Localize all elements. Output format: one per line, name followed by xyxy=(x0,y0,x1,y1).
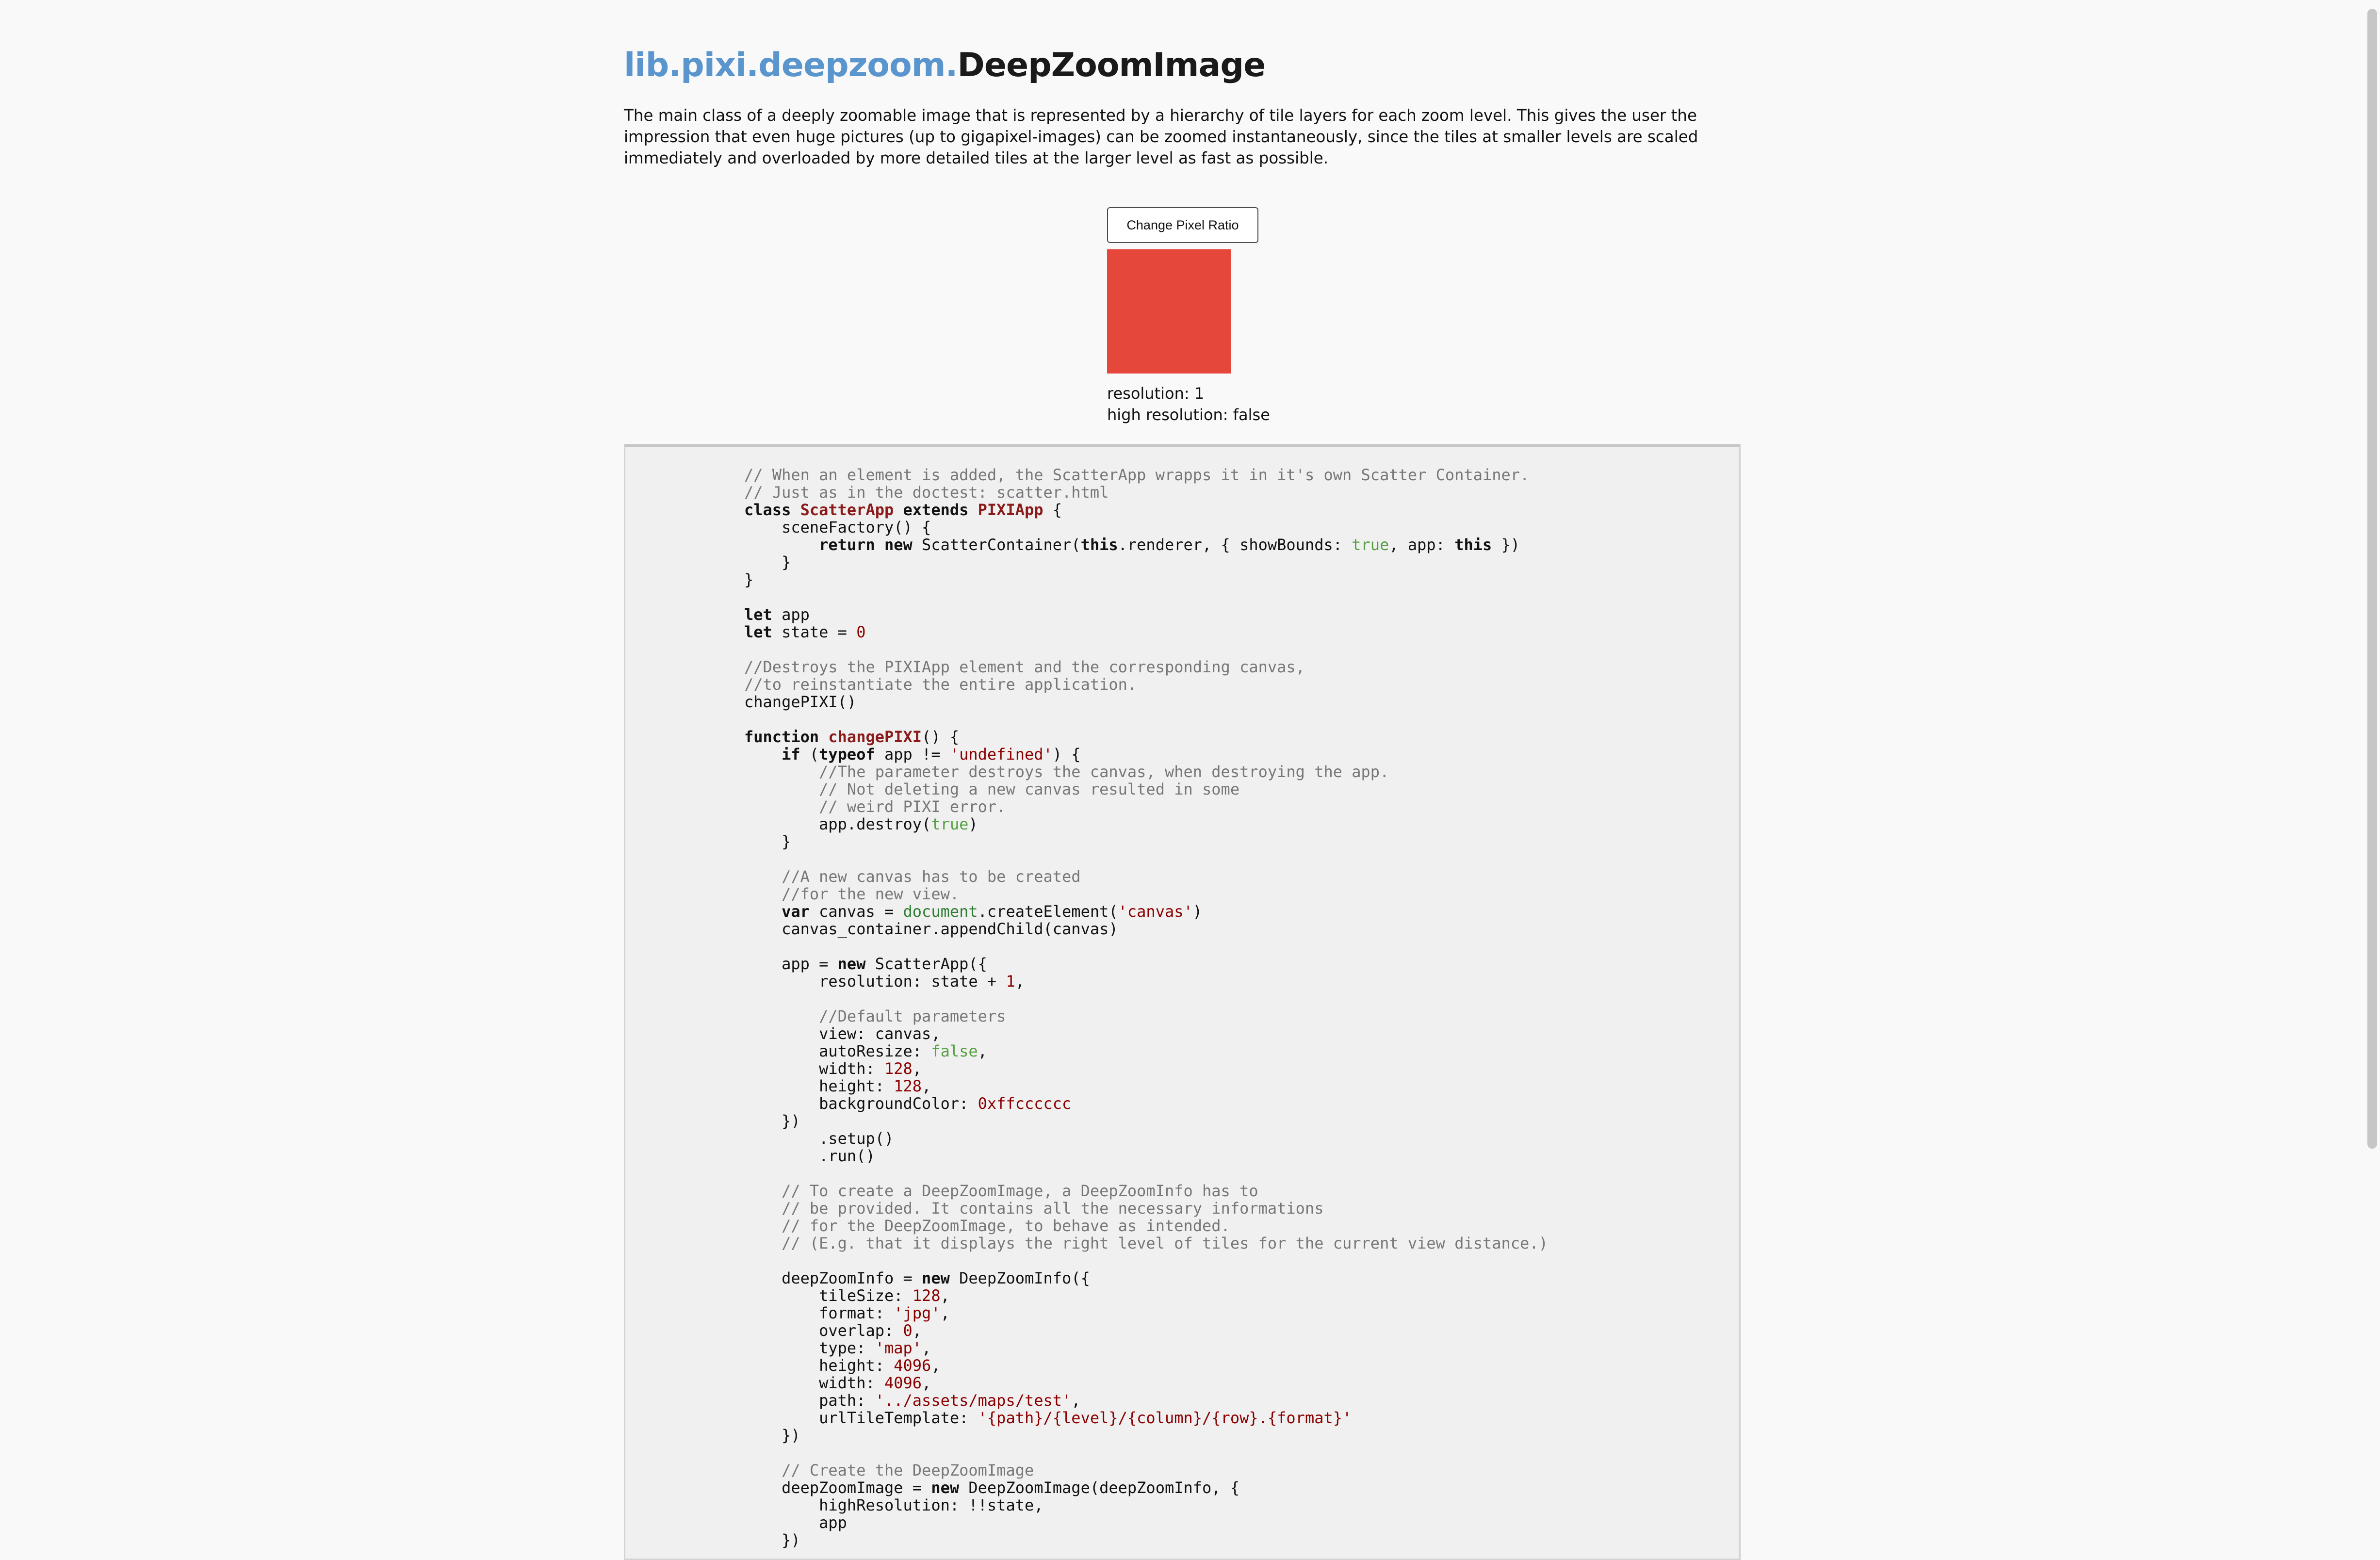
code-token: changePIXI() xyxy=(744,693,857,711)
code-token: }) xyxy=(744,1112,800,1130)
code-token: .setup() xyxy=(744,1129,894,1148)
code-token xyxy=(744,797,819,816)
code-line xyxy=(744,973,1548,990)
code-line xyxy=(744,938,1548,955)
code-line xyxy=(744,1496,1548,1514)
code-token: 'undefined' xyxy=(949,745,1053,764)
code-token: app xyxy=(772,605,810,624)
code-token: // (E.g. that it displays the right level of tiles for the current view distance.) xyxy=(782,1234,1548,1252)
code-token: .renderer, { showBounds: xyxy=(1118,536,1352,554)
code-token: width: xyxy=(744,1374,884,1392)
code-line xyxy=(744,536,1548,553)
code-token: , xyxy=(940,1304,950,1322)
code-token: , xyxy=(922,1339,931,1357)
code-token: 0xffcccccc xyxy=(978,1094,1072,1113)
code-token: ScatterContainer( xyxy=(912,536,1081,554)
code-token: // When an element is added, the ScatterApp wrapps it in it's own Scatter Container. xyxy=(744,466,1530,484)
code-line xyxy=(744,990,1548,1008)
code-token: this xyxy=(1454,536,1492,554)
code-token: () { xyxy=(922,728,960,746)
code-token: 0 xyxy=(903,1321,913,1340)
code-token: , xyxy=(1071,1391,1081,1410)
code-line xyxy=(744,1374,1548,1392)
code-line xyxy=(744,1130,1548,1147)
code-line xyxy=(744,746,1548,763)
code-token: if xyxy=(782,745,800,764)
code-token: 'map' xyxy=(875,1339,922,1357)
code-line xyxy=(744,1042,1548,1060)
code-token: DeepZoomInfo({ xyxy=(949,1269,1090,1287)
code-token: ) xyxy=(1192,902,1203,921)
code-token: true xyxy=(931,815,969,833)
code-line xyxy=(744,1531,1548,1549)
code-token: canvas = xyxy=(809,902,903,921)
code-token: overlap: xyxy=(744,1321,903,1340)
code-token: // Not deleting a new canvas resulted in some xyxy=(819,780,1240,798)
code-line xyxy=(744,1322,1548,1339)
code-token: 'jpg' xyxy=(894,1304,941,1322)
code-token: // Just as in the doctest: scatter.html xyxy=(744,483,1109,502)
code-token: highResolution: !!state, xyxy=(744,1496,1043,1514)
code-token xyxy=(744,536,819,554)
code-token: , xyxy=(931,1356,941,1375)
code-token: view: canvas, xyxy=(744,1024,941,1043)
code-token: // for the DeepZoomImage, to behave as intended. xyxy=(782,1217,1230,1235)
code-token: app.destroy( xyxy=(744,815,931,833)
code-token: typeof xyxy=(819,745,875,764)
code-line xyxy=(744,1287,1548,1304)
code-token: backgroundColor: xyxy=(744,1094,978,1113)
code-token: sceneFactory() { xyxy=(744,518,931,536)
code-token: document xyxy=(903,902,978,921)
code-token xyxy=(744,1217,782,1235)
code-token: // weird PIXI error. xyxy=(819,797,1006,816)
code-token: var xyxy=(782,902,810,921)
code-token: }) xyxy=(744,1426,800,1445)
code-token: this xyxy=(1080,536,1118,554)
code-token: '{path}/{level}/{column}/{row}.{format}' xyxy=(978,1409,1352,1427)
code-token: extends xyxy=(894,501,978,519)
code-token: //A new canvas has to be created xyxy=(782,867,1081,886)
scrollbar-thumb[interactable] xyxy=(2367,9,2377,1149)
code-line xyxy=(744,1060,1548,1077)
code-token: { xyxy=(1043,501,1062,519)
code-token: , app: xyxy=(1389,536,1455,554)
code-line xyxy=(744,1462,1548,1479)
code-line xyxy=(744,1444,1548,1462)
code-token: return new xyxy=(819,536,913,554)
code-line xyxy=(744,1479,1548,1496)
code-token: 4096 xyxy=(884,1374,922,1392)
code-token xyxy=(744,1199,782,1218)
code-token: app != xyxy=(875,745,950,764)
code-token: 128 xyxy=(884,1059,913,1078)
code-token: , xyxy=(912,1059,922,1078)
code-token: false xyxy=(931,1042,978,1060)
code-token: // Create the DeepZoomImage xyxy=(782,1461,1034,1479)
code-line xyxy=(744,885,1548,903)
code-line xyxy=(744,1392,1548,1409)
code-token: }) xyxy=(744,1531,800,1549)
code-line xyxy=(744,798,1548,815)
code-line xyxy=(744,711,1548,728)
code-line xyxy=(744,641,1548,658)
code-line xyxy=(744,1339,1548,1357)
code-token xyxy=(744,780,819,798)
code-token: app xyxy=(744,1513,847,1532)
code-line xyxy=(744,1008,1548,1025)
code-line xyxy=(744,588,1548,606)
code-token: autoResize: xyxy=(744,1042,931,1060)
code-line xyxy=(744,1217,1548,1235)
code-line xyxy=(744,1514,1548,1531)
code-token: ( xyxy=(800,745,819,764)
code-line xyxy=(744,728,1548,746)
code-token: function xyxy=(744,728,829,746)
code-token xyxy=(744,1234,782,1252)
code-line xyxy=(744,1095,1548,1112)
code-token: ) xyxy=(968,815,978,833)
resolution-info xyxy=(1107,383,1270,425)
code-token: }) xyxy=(1492,536,1520,554)
code-token: format: xyxy=(744,1304,894,1322)
code-token: } xyxy=(744,832,791,851)
high-resolution-text: high resolution: false xyxy=(1107,406,1270,424)
code-token: '../assets/maps/test' xyxy=(875,1391,1072,1410)
code-token: 'canvas' xyxy=(1118,902,1193,921)
code-token xyxy=(744,1182,782,1200)
code-token: ScatterApp xyxy=(800,501,894,519)
pixi-canvas[interactable] xyxy=(1107,249,1231,374)
code-line xyxy=(744,606,1548,623)
code-line xyxy=(744,1269,1548,1287)
code-line xyxy=(744,868,1548,885)
code-token: // To create a DeepZoomImage, a DeepZoomInfo has to xyxy=(782,1182,1258,1200)
code-token: , xyxy=(940,1286,950,1305)
code-line xyxy=(744,676,1548,693)
code-line xyxy=(744,1235,1548,1252)
code-token: ScatterApp({ xyxy=(865,955,987,973)
code-token: , xyxy=(978,1042,987,1060)
code-token xyxy=(744,1461,782,1479)
code-token: changePIXI xyxy=(828,728,922,746)
code-token xyxy=(744,885,782,903)
code-token: , xyxy=(922,1077,931,1095)
code-token: } xyxy=(744,570,754,589)
code-line xyxy=(744,850,1548,868)
code-token: app = xyxy=(744,955,838,973)
code-token: , xyxy=(922,1374,931,1392)
code-token: 128 xyxy=(894,1077,922,1095)
code-token: deepZoomInfo = xyxy=(744,1269,922,1287)
code-token xyxy=(744,902,782,921)
code-line xyxy=(744,815,1548,833)
code-line xyxy=(744,1304,1548,1322)
code-line xyxy=(744,466,1548,484)
code-line xyxy=(744,693,1548,711)
code-line xyxy=(744,1165,1548,1182)
code-line xyxy=(744,1025,1548,1042)
code-line xyxy=(744,763,1548,780)
code-line xyxy=(744,780,1548,798)
code-token: new xyxy=(922,1269,950,1287)
code-token: ) { xyxy=(1052,745,1081,764)
code-line xyxy=(744,501,1548,519)
code-token: let xyxy=(744,623,772,641)
code-token: width: xyxy=(744,1059,884,1078)
code-token: } xyxy=(744,553,791,571)
code-token: path: xyxy=(744,1391,875,1410)
code-token: new xyxy=(931,1479,960,1497)
code-line xyxy=(744,1182,1548,1200)
code-line xyxy=(744,1112,1548,1130)
code-token: //Destroys the PIXIApp element and the corresponding canvas, xyxy=(744,658,1305,676)
code-line xyxy=(744,1357,1548,1374)
page-title xyxy=(624,40,1265,91)
code-line xyxy=(744,1077,1548,1095)
code-token: 4096 xyxy=(894,1356,931,1375)
code-token xyxy=(744,745,782,764)
code-token: state = xyxy=(772,623,857,641)
page-scrollbar[interactable] xyxy=(2364,0,2380,1534)
code-line xyxy=(744,1252,1548,1269)
code-token: true xyxy=(1352,536,1389,554)
code-line xyxy=(744,1427,1548,1444)
code-line xyxy=(744,1200,1548,1217)
code-line xyxy=(744,1409,1548,1427)
code-token: //to reinstantiate the entire application. xyxy=(744,675,1137,694)
code-token: type: xyxy=(744,1339,875,1357)
code-token: .createElement( xyxy=(978,902,1118,921)
code-line xyxy=(744,833,1548,850)
resolution-text: resolution: 1 xyxy=(1107,384,1205,403)
intro-paragraph: The main class of a deeply zoomable image that is represented by a hierarchy of tile layers for each zoom level. This gives the user the impression that even huge pictures (up to gigapixel-images) can be zoomed instantaneously, since the tiles at smaller levels are scaled immediately and overloaded by more detailed tiles at the larger level as fast as possible. xyxy=(624,106,1698,167)
code-line xyxy=(744,571,1548,588)
code-line xyxy=(744,658,1548,676)
code-token xyxy=(744,763,819,781)
code-token: resolution: state + xyxy=(744,972,1006,991)
code-line xyxy=(744,484,1548,501)
code-token: canvas_container.appendChild(canvas) xyxy=(744,920,1118,938)
title-module-prefix: lib.pixi.deepzoom. xyxy=(624,46,958,84)
code-block xyxy=(624,444,1741,1560)
code-line xyxy=(744,903,1548,920)
code-line xyxy=(744,519,1548,536)
code-token: 0 xyxy=(856,623,866,641)
code-token: class xyxy=(744,501,800,519)
code-line xyxy=(744,955,1548,973)
change-pixel-ratio-button[interactable]: Change Pixel Ratio xyxy=(1107,207,1258,243)
code-token xyxy=(744,867,782,886)
code-line xyxy=(744,920,1548,938)
code-token: 128 xyxy=(912,1286,941,1305)
code-token: height: xyxy=(744,1356,894,1375)
code-token: new xyxy=(837,955,866,973)
code-token: , xyxy=(1015,972,1025,991)
code-token: tileSize: xyxy=(744,1286,913,1305)
code-token: //The parameter destroys the canvas, when destroying the app. xyxy=(819,763,1389,781)
code-token: deepZoomImage = xyxy=(744,1479,931,1497)
code-token: //Default parameters xyxy=(819,1007,1006,1025)
code-token: DeepZoomImage(deepZoomInfo, { xyxy=(959,1479,1240,1497)
code-token xyxy=(744,1007,819,1025)
code-token: height: xyxy=(744,1077,894,1095)
code-line xyxy=(744,553,1548,571)
code-token: urlTileTemplate: xyxy=(744,1409,978,1427)
code-line xyxy=(744,1147,1548,1165)
code-token: .run() xyxy=(744,1147,875,1165)
code-listing xyxy=(744,466,1548,1549)
code-token: 1 xyxy=(1006,972,1015,991)
title-class-name: DeepZoomImage xyxy=(957,46,1266,84)
code-token: // be provided. It contains all the necessary informations xyxy=(782,1199,1324,1218)
code-token: let xyxy=(744,605,772,624)
code-token: PIXIApp xyxy=(978,501,1043,519)
code-token: //for the new view. xyxy=(782,885,960,903)
code-token: , xyxy=(912,1321,922,1340)
code-line xyxy=(744,623,1548,641)
